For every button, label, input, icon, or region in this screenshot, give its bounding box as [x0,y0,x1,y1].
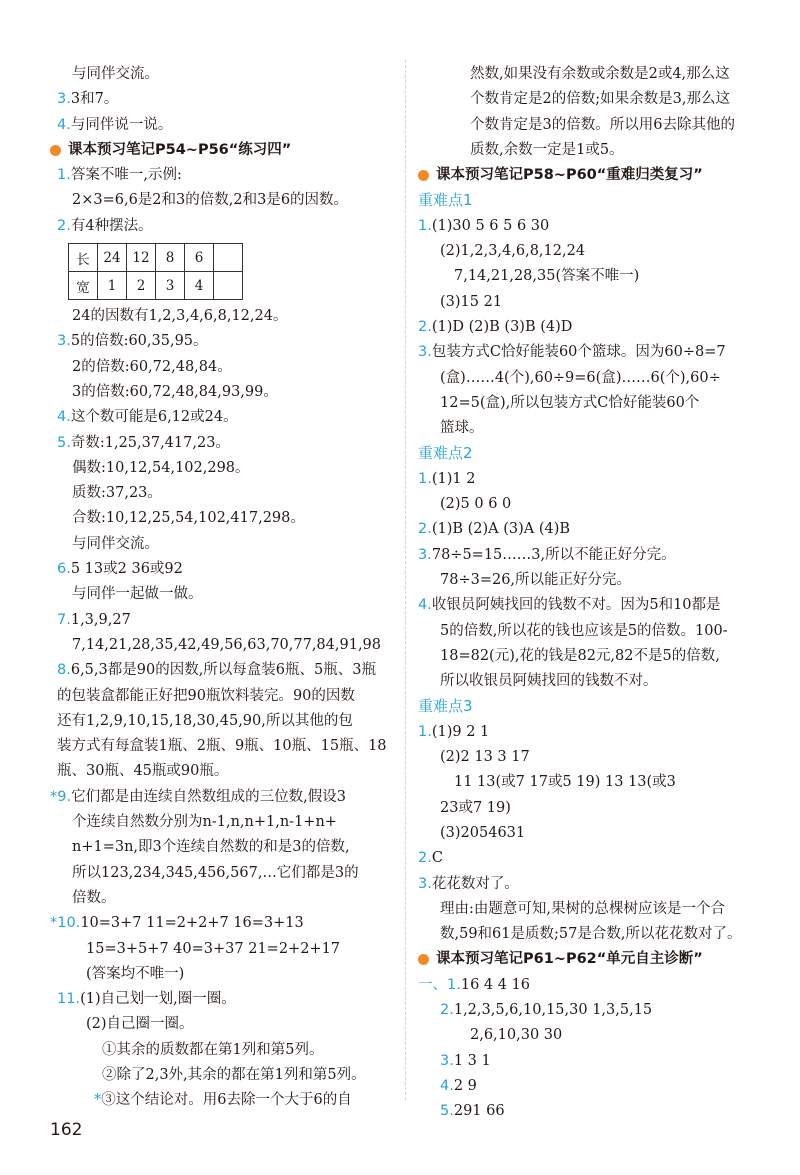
text-line: 质数:37,23。 [72,485,162,502]
answer-1: 1.(1)1 2 [418,470,476,487]
text-line: (2)5 0 6 0 [440,496,512,513]
bullet-dot-icon [418,170,429,181]
answer-4: 4.收银员阿姨找回的钱数不对。因为5和10都是 [418,597,721,614]
text-line: 2的倍数:60,72,48,84。 [72,358,232,375]
answer-1: 1.(1)9 2 1 [418,723,490,740]
text-line: 与同伴交流。 [72,535,159,552]
text-line: 3的倍数:60,72,48,84,93,99。 [72,383,278,400]
subheading: 重难点3 [418,697,473,716]
text-line: 2,6,10,30 30 [470,1027,563,1044]
answer-11: 11.(1)自己划一划,圈一圈。 [57,991,236,1008]
text-line: 质数,余数一定是1或5。 [470,141,624,158]
text-line: 的包装盒都能正好把90瓶饮料装完。90的因数 [57,687,355,704]
text-line: 倍数。 [72,889,116,906]
bullet-dot-icon [50,145,61,156]
answer-4: 4.这个数可能是6,12或24。 [57,409,238,426]
answer-3: 3.花花数对了。 [418,875,519,892]
answer-3: 3.3和7。 [57,91,119,108]
text-line: 还有1,2,9,10,15,18,30,45,90,所以其他的包 [57,712,353,729]
answer-1: 1.答案不唯一,示例: [57,167,182,184]
table-cell: 宽 [69,272,98,300]
text-line: (2)1,2,3,4,6,8,12,24 [440,243,586,260]
right-column [418,62,758,1124]
table-cell: 8 [156,244,185,272]
answer-2: 2.(1)D (2)B (3)B (4)D [418,318,573,335]
text-line: (3)15 21 [440,293,503,310]
arrangement-table [68,243,243,300]
text-line: 个数肯定是2的倍数;如果余数是3,那么这 [470,91,730,108]
answer-3: 3.5的倍数:60,35,95。 [57,333,208,350]
column-divider [405,60,406,1100]
section-heading: 课本预习笔记P61~P62“单元自主诊断” [418,947,758,972]
text-line: 个数肯定是3的倍数。所以用6去除其他的 [470,116,735,133]
text-line: 偶数:10,12,54,102,298。 [72,459,250,476]
text-line: ①其余的质数都在第1列和第5列。 [102,1041,324,1058]
text-line: 11 13(或7 17或5 19) 13 13(或3 [454,774,676,791]
table-cell: 4 [185,272,214,300]
text-line: 23或7 19) [440,799,511,816]
table-cell: 2 [127,272,156,300]
table-cell: 12 [127,244,156,272]
text-line: (答案均不唯一) [86,965,185,982]
table-row [69,272,243,300]
section-heading: 课本预习笔记P54~P56“练习四” [50,138,395,163]
answer-3: 3.78÷5=15……3,所以不能正好分完。 [418,546,676,563]
text-line: 与同伴交流。 [72,66,159,82]
answer-2: 2.1,2,3,5,6,10,15,30 1,3,5,15 [440,1001,653,1018]
table-cell: 6 [185,244,214,272]
text-line: *③这个结论对。用6去除一个大于6的自 [94,1092,352,1109]
text-line: 15=3+5+7 40=3+37 21=2+2+17 [86,940,341,957]
table-row [69,244,243,272]
answer-1: 1.(1)30 5 6 5 6 30 [418,217,550,234]
text-line: 7,14,21,28,35(答案不唯一) [454,268,640,285]
text-line: ②除了2,3外,其余的都在第1列和第5列。 [102,1066,366,1083]
answer-2: 2.(1)B (2)A (3)A (4)B [418,521,571,538]
text-line: 理由:由题意可知,果树的总棵树应该是一个合 [440,900,725,917]
text-line: 合数:10,12,25,54,102,417,298。 [72,510,305,527]
text-line: 瓶、30瓶、45瓶或90瓶。 [57,763,229,780]
answer-5: 5.奇数:1,25,37,417,23。 [57,434,230,451]
answer-6: 6.5 13或2 36或92 [57,561,183,578]
text-line: 数,59和61是质数;57是合数,所以花花数对了。 [440,926,742,943]
answer-2: 2.有4种摆法。 [57,217,153,234]
text-line: 然数,如果没有余数或余数是2或4,那么这 [470,66,730,82]
answer-7: 7.1,3,9,27 [57,611,131,628]
answer-5: 5.291 66 [440,1103,505,1120]
text-line: 18=82(元),花的钱是82元,82不是5的倍数, [440,647,720,664]
section-heading: 课本预习笔记P58~P60“重难归类复习” [418,163,758,188]
text-line: (2)2 13 3 17 [440,749,530,766]
subheading: 重难点1 [418,191,473,210]
text-line: 2×3=6,6是2和3的倍数,2和3是6的因数。 [72,192,349,209]
text-line: n+1=3n,即3个连续自然数的和是3的倍数, [72,839,350,856]
left-column [50,62,395,1114]
answer-3: 3.1 3 1 [440,1052,491,1069]
table-cell: 1 [98,272,127,300]
table-cell [214,272,243,300]
text-line: (2)自己圈一圈。 [86,1016,194,1033]
table-cell: 长 [69,244,98,272]
table-cell [214,244,243,272]
answer-1: 一、1.16 4 4 16 [418,976,531,993]
text-line: 7,14,21,28,35,42,49,56,63,70,77,84,91,98 [72,636,382,653]
text-line: (盒)……4(个),60÷9=6(盒)……6(个),60÷ [440,369,721,386]
text-line: 所以收银员阿姨找回的钱数不对。 [440,673,658,690]
text-line: 个连续自然数分别为n-1,n,n+1,n-1+n+ [72,814,337,831]
answer-10: *10.10=3+7 11=2+2+7 16=3+13 [50,915,304,932]
answer-4: 4.2 9 [440,1077,477,1094]
bullet-dot-icon [418,954,429,965]
table-cell: 3 [156,272,185,300]
text-line: 5的倍数,所以花的钱也应该是5的倍数。100- [440,622,728,639]
answer-4: 4.与同伴说一说。 [57,116,173,133]
answer-9: *9.它们都是由连续自然数组成的三位数,假设3 [50,788,346,805]
text-line: 12=5(盒),所以包装方式C恰好能装60个 [440,394,700,411]
text-line: 24的因数有1,2,3,4,6,8,12,24。 [72,308,288,325]
table-cell: 24 [98,244,127,272]
answer-2: 2.C [418,850,443,867]
text-line: 与同伴一起做一做。 [72,586,203,603]
text-line: (3)2054631 [440,824,526,841]
answer-8: 8.6,5,3都是90的因数,所以每盒装6瓶、5瓶、3瓶 [57,662,376,679]
page-number: 162 [50,1120,83,1140]
answer-3: 3.包装方式C恰好能装60个篮球。因为60÷8=7 [418,344,726,361]
text-line: 篮球。 [440,420,484,437]
text-line: 78÷3=26,所以能正好分完。 [440,571,632,588]
text-line: 装方式有每盒装1瓶、2瓶、9瓶、10瓶、15瓶、18 [57,738,387,755]
subheading: 重难点2 [418,444,473,463]
text-line: 所以123,234,345,456,567,…它们都是3的 [72,864,359,881]
